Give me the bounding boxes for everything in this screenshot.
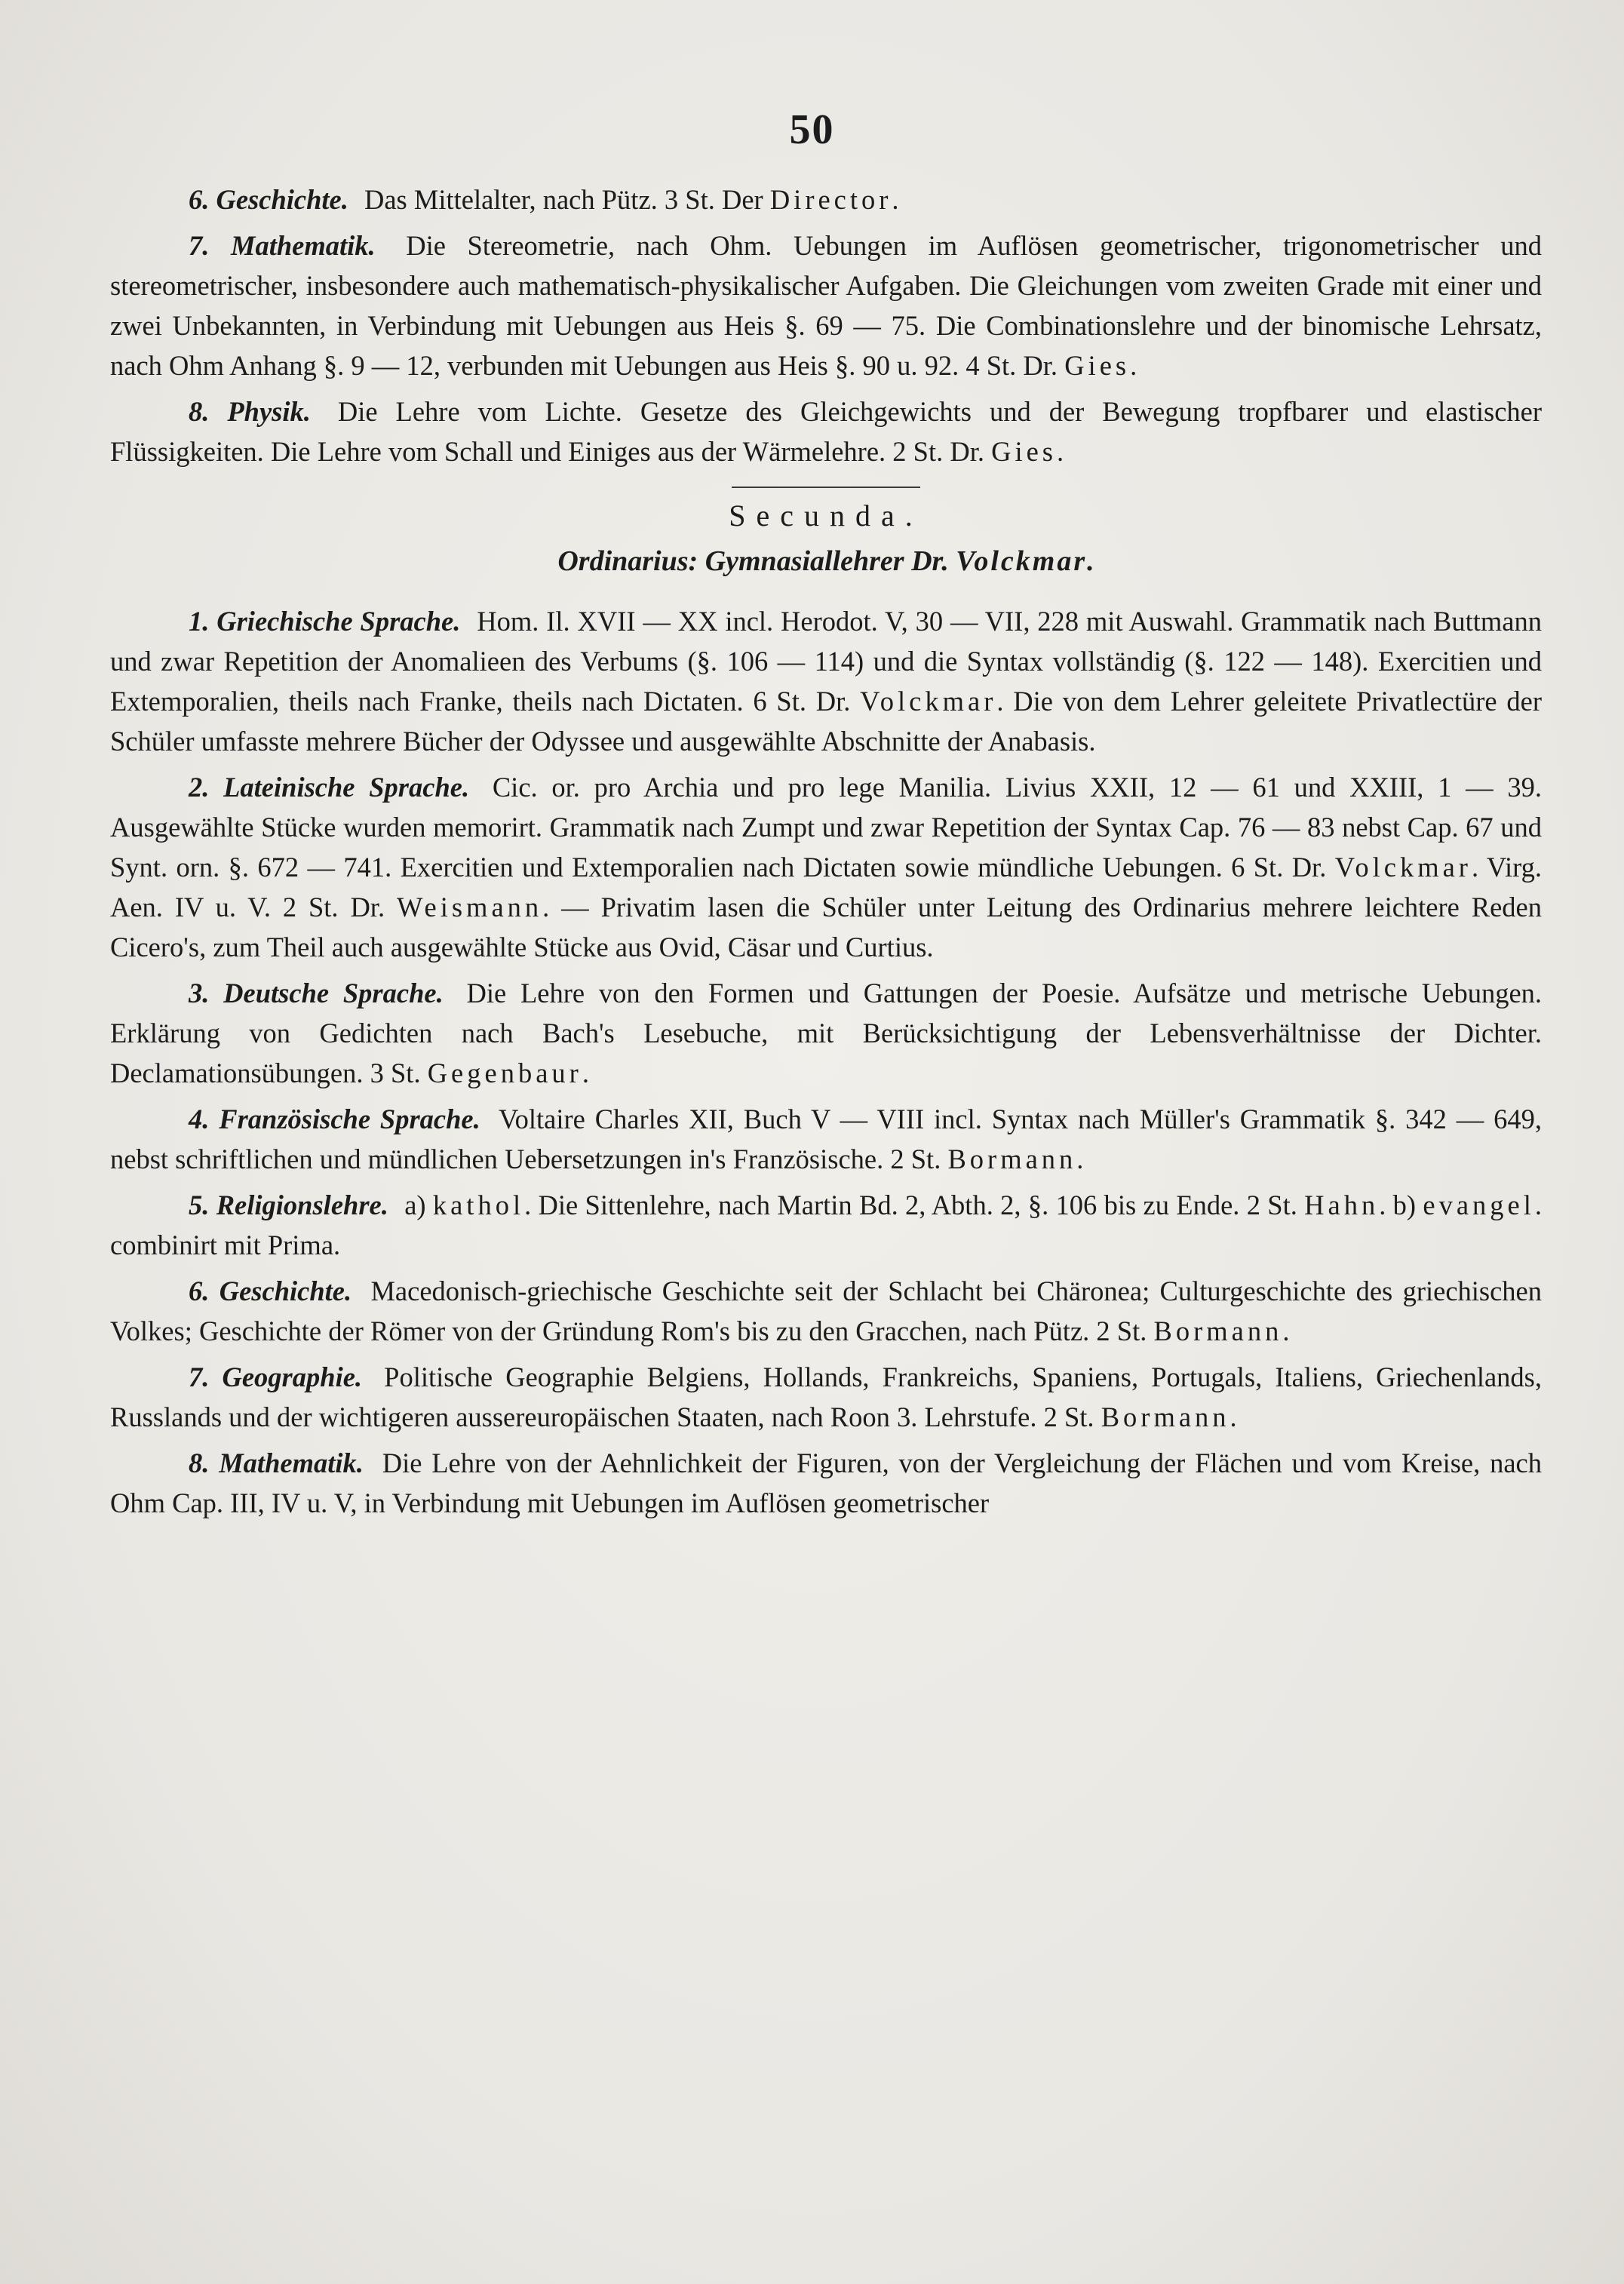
text-run: . Virg. Aen. IV u. V. 2 St. Dr. [110, 852, 1542, 923]
text-run: Hom. Il. XVII — XX incl. Herodot. V, 30 — VII, 228 mit Auswahl. Grammatik nach Buttmann und zwar Repetition der Anomalieen des Verbums (§. 106 — 114) und die Syntax vollständig (§. 122 — 148). Exercitien und Extemporalien, theils nach Franke, theils nach Dictaten. 6 St. Dr. [110, 606, 1542, 717]
person-name: Hahn [1304, 1190, 1380, 1220]
prima-item-geschichte [110, 180, 1542, 219]
text-run: . [1282, 1315, 1290, 1346]
text-run: . [1076, 1144, 1084, 1174]
text-run: Das Mittelalter, nach Pütz. 3 St. Der [364, 184, 770, 215]
ordinarius-line [110, 542, 1542, 582]
secunda-item-franzoesisch [110, 1099, 1542, 1179]
secunda-item-mathematik [110, 1443, 1542, 1523]
person-name: Bormann [1153, 1315, 1283, 1346]
item-number: 8. [189, 396, 210, 427]
text-run: Voltaire Charles XII, Buch V — VIII incl. Syntax nach Müller's Grammatik §. 342 — 649, nebst schriftlichen und mündlichen Uebersetzungen in's Französische. 2 St. [110, 1104, 1543, 1174]
page-number: 50 [789, 106, 835, 153]
secunda-item-religion [110, 1185, 1542, 1265]
ordinarius-prefix: Ordinarius: Gymnasiallehrer Dr. [557, 545, 949, 577]
text-run: . b) [1379, 1190, 1423, 1220]
ordinarius-suffix: . [1087, 545, 1094, 577]
item-subject: Religionslehre. [216, 1190, 388, 1220]
secunda-item-griechisch [110, 601, 1542, 761]
text-run: Die Lehre von den Formen und Gattungen der Poesie. Aufsätze und metrische Uebungen. Erklärung von Gedichten nach Bach's Lesebuche, mit Berücksichtigung der Lebensverhältnisse der Dichter. Declamationsübungen. 3 St. [110, 978, 1543, 1088]
person-name: Volckmar [860, 686, 997, 717]
person-name: Gegenbaur [427, 1058, 582, 1088]
item-subject: Griechische Sprache. [216, 606, 461, 637]
text-run: . [892, 184, 899, 215]
person-name: kathol [432, 1190, 525, 1220]
ordinarius-name: Volckmar [956, 545, 1088, 577]
text-run: Die Lehre von der Aehnlichkeit der Figuren, von der Vergleichung der Flächen und vom Kreise, nach Ohm Cap. III, IV u. V, in Verbindung mit Uebungen im Auflösen geometrischer [110, 1447, 1543, 1518]
text-run: . Die Sittenlehre, nach Martin Bd. 2, Abth. 2, §. 106 bis zu Ende. 2 St. [524, 1190, 1305, 1220]
item-subject: Geographie. [222, 1361, 363, 1392]
text-run: Politische Geographie Belgiens, Hollands, Frankreichs, Spaniens, Portugals, Italiens, Griechenlands, Russlands und der wichtigeren aussereuropäischen Staaten, nach Roon 3. Lehrstufe. 2 St. [110, 1361, 1542, 1432]
text-run: . [1057, 436, 1064, 467]
item-subject: Mathematik. [219, 1447, 364, 1478]
item-number: 4. [189, 1104, 210, 1134]
text-run: Macedonisch-griechische Geschichte seit der Schlacht bei Chäronea; Culturgeschichte des griechischen Volkes; Geschichte der Römer von der Gründung Rom's bis zu den Gracchen, nach Pütz. 2 St. [110, 1276, 1543, 1346]
person-name: Gies [1064, 350, 1131, 381]
person-name: Weismann [396, 892, 543, 923]
item-subject: Französische Sprache. [219, 1104, 480, 1134]
secunda-item-geographie [110, 1357, 1542, 1437]
item-subject: Geschichte. [216, 184, 348, 215]
item-number: 5. [189, 1190, 210, 1220]
item-subject: Deutsche Sprache. [223, 978, 444, 1008]
section-title-secunda: Secunda. [729, 499, 923, 533]
text-run: a) [404, 1190, 433, 1220]
item-number: 2. [189, 772, 210, 803]
item-text [110, 396, 1542, 467]
secunda-item-deutsch [110, 973, 1542, 1093]
item-number: 1. [189, 606, 210, 637]
secunda-subject-list [110, 601, 1542, 1523]
page-content [110, 180, 1542, 1529]
text-run: . [1230, 1401, 1237, 1432]
prima-item-mathematik [110, 226, 1542, 385]
person-name: Bormann [1101, 1401, 1230, 1432]
person-name: evangel [1423, 1190, 1535, 1220]
person-name: Volckmar [1334, 852, 1472, 883]
item-text [364, 184, 899, 215]
text-run: . Die von dem Lehrer geleitete Privatlectüre der Schüler umfasste mehrere Bücher der Odyssee und ausgewählte Abschnitte der Anabasis. [110, 686, 1542, 757]
prima-tail-list [110, 180, 1542, 471]
text-run: Die Lehre vom Lichte. Gesetze des Gleichgewichts und der Bewegung tropfbarer und elastischer Flüssigkeiten. Die Lehre vom Schall und Einiges aus der Wärmelehre. 2 St. Dr. [110, 396, 1543, 467]
item-subject: Mathematik. [230, 230, 376, 261]
item-subject: Physik. [227, 396, 311, 427]
person-name: Bormann [947, 1144, 1077, 1174]
person-name: Gies [991, 436, 1057, 467]
item-number: 6. [189, 184, 210, 215]
text-run: Cic. or. pro Archia und pro lege Manilia. Livius XXII, 12 — 61 und XXIII, 1 — 39. Ausgewählte Stücke wurden memorirt. Grammatik nach Zumpt und zwar Repetition der Syntax Cap. 76 — 83 nebst Cap. 67 und Synt. orn. §. 672 — 741. Exercitien und Extemporalien nach Dictaten sowie mündliche Uebungen. 6 St. Dr. [110, 772, 1543, 883]
item-subject: Lateinische Sprache. [223, 772, 470, 803]
item-number: 8. [189, 1447, 210, 1478]
text-run: . [582, 1058, 589, 1088]
item-number: 7. [189, 1361, 210, 1392]
item-number: 6. [189, 1276, 210, 1306]
secunda-item-geschichte [110, 1271, 1542, 1351]
text-run: . [1130, 350, 1137, 381]
text-run: . combinirt mit Prima. [110, 1190, 1543, 1260]
section-divider [732, 487, 920, 488]
person-name: Director [769, 184, 892, 215]
secunda-item-lateinisch [110, 767, 1542, 967]
item-number: 7. [189, 230, 210, 261]
prima-item-physik [110, 391, 1542, 471]
text-run: . — Privatim lasen die Schüler unter Leitung des Ordinarius mehrere leichtere Reden Cicero's, zum Theil auch ausgewählte Stücke aus Ovid, Cäsar und Curtius. [110, 892, 1543, 962]
item-subject: Geschichte. [219, 1276, 352, 1306]
item-number: 3. [189, 978, 210, 1008]
text-run: Die Stereometrie, nach Ohm. Uebungen im Auflösen geometrischer, trigonometrischer und stereometrischer, insbesondere auch mathematisch-physikalischer Aufgaben. Die Gleichungen vom zweiten Grade mit einer und zwei Unbekannten, in Verbindung mit Uebungen aus Heis §. 69 — 75. Die Combinationslehre und der binomische Lehrsatz, nach Ohm Anhang §. 9 — 12, verbunden mit Uebungen aus Heis §. 90 u. 92. 4 St. Dr. [110, 230, 1542, 381]
